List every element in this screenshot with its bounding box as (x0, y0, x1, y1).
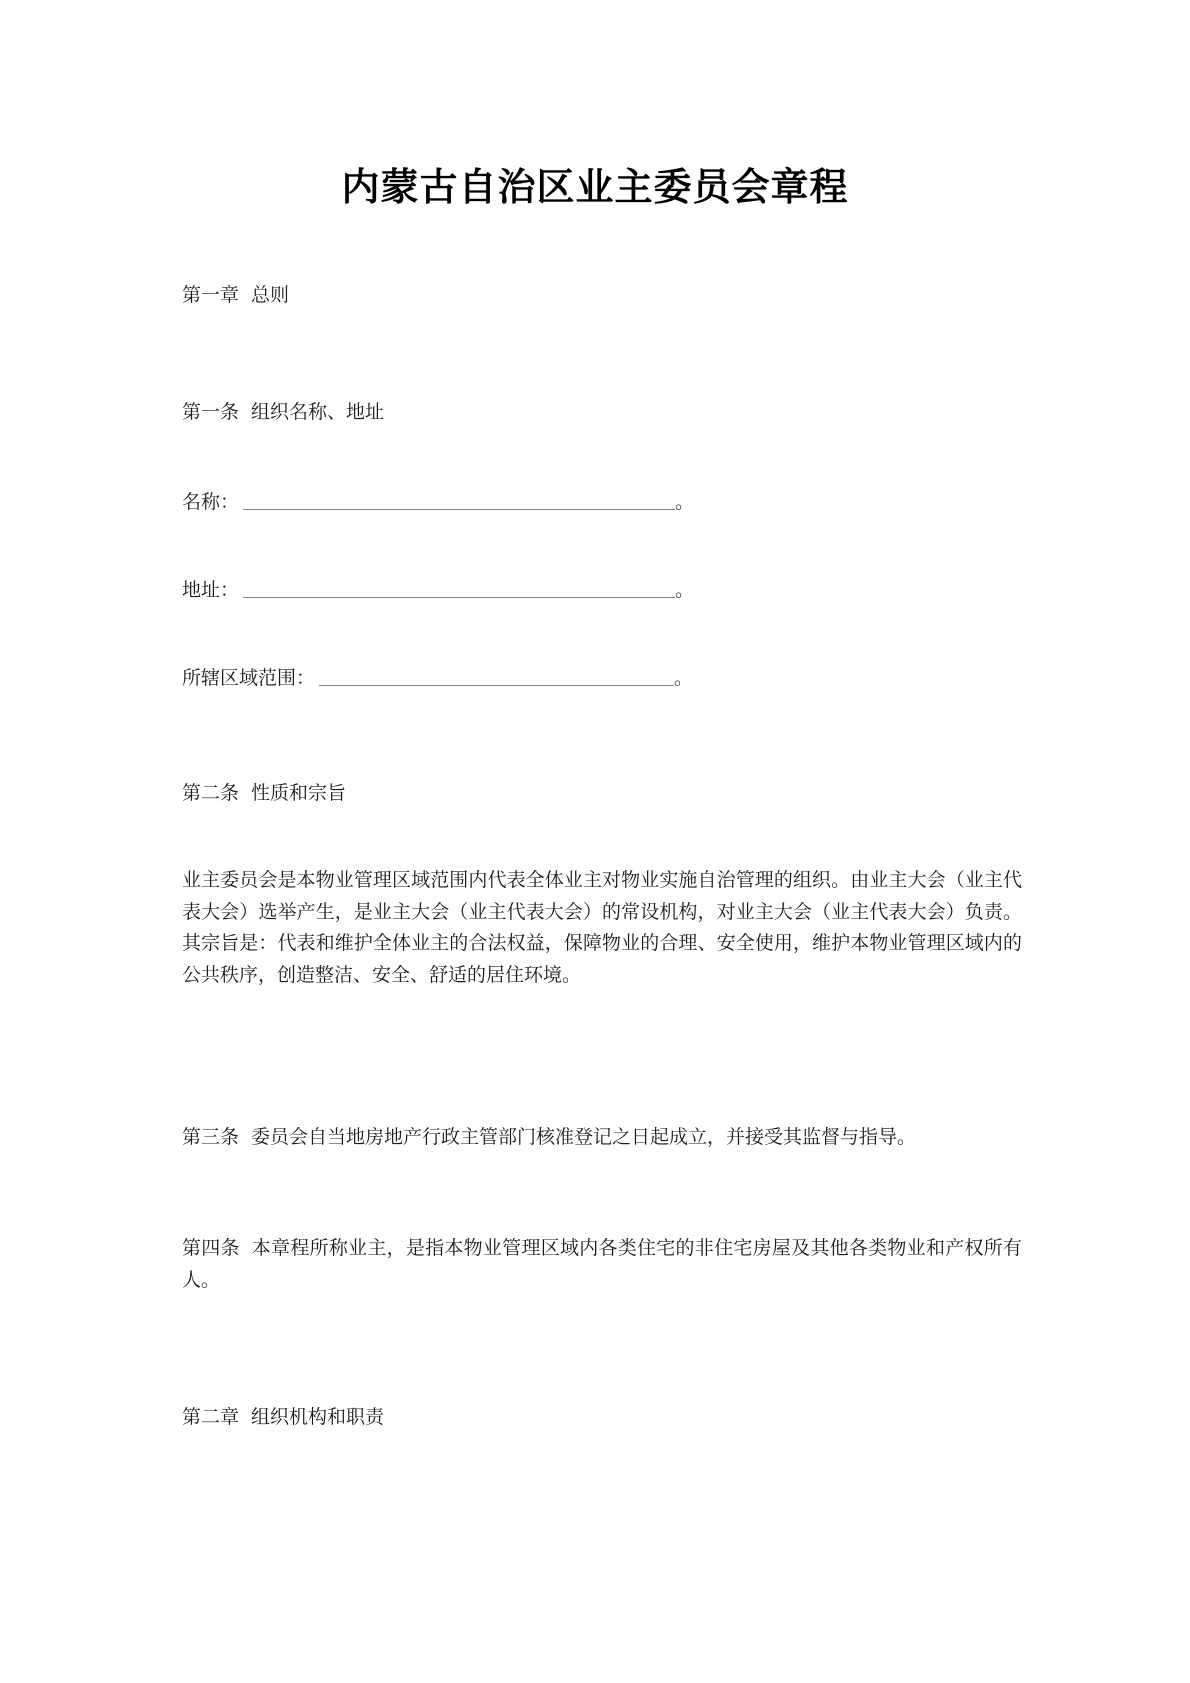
article-2-number: 第二条 (182, 782, 240, 804)
article-2-title: 性质和宗旨 (251, 782, 347, 804)
article-2-heading (182, 781, 346, 805)
chapter-2-name: 组织机构和职责 (251, 1406, 385, 1428)
chapter-2-heading (182, 1405, 384, 1429)
article-4 (182, 1233, 1022, 1296)
chapter-1-heading (182, 283, 289, 307)
document-title: 内蒙古自治区业主委员会章程 (341, 164, 849, 209)
name-field-label: 名称： (182, 491, 240, 513)
chapter-1-number: 第一章 (182, 284, 240, 306)
jurisdiction-field-row (182, 666, 693, 690)
address-field-label: 地址： (182, 579, 240, 601)
address-field-blank[interactable] (243, 596, 675, 598)
article-1-heading (182, 400, 384, 424)
address-field-row (182, 578, 694, 602)
chapter-1-name: 总则 (251, 284, 290, 306)
article-4-number: 第四条 (182, 1237, 240, 1259)
address-field-end: 。 (675, 579, 695, 601)
jurisdiction-field-end: 。 (674, 667, 694, 689)
name-field-end: 。 (675, 491, 695, 513)
article-4-body: 本章程所称业主，是指本物业管理区域内各类住宅的非住宅房屋及其他各类物业和产权所有人。 (182, 1237, 1022, 1291)
name-field-blank[interactable] (243, 508, 675, 510)
article-2-body: 业主委员会是本物业管理区域范围内代表全体业主对物业实施自治管理的组织。由业主大会（业主代表大会）选举产生，是业主大会（业主代表大会）的常设机构，对业主大会（业主代表大会）负责。其宗旨是：代表和维护全体业主的合法权益，保障物业的合理、安全使用，维护本物业管理区域内的公共秩序，创造整洁、安全、舒适的居住环境。 (182, 869, 1022, 986)
chapter-2-number: 第二章 (182, 1406, 240, 1428)
article-1-title: 组织名称、地址 (251, 401, 385, 423)
article-3-body: 委员会自当地房地产行政主管部门核准登记之日起成立，并接受其监督与指导。 (251, 1126, 917, 1148)
jurisdiction-field-label: 所辖区域范围： (182, 667, 316, 689)
article-3 (182, 1125, 916, 1149)
article-3-number: 第三条 (182, 1126, 240, 1148)
jurisdiction-field-blank[interactable] (319, 684, 674, 686)
name-field-row (182, 490, 694, 514)
article-1-number: 第一条 (182, 401, 240, 423)
